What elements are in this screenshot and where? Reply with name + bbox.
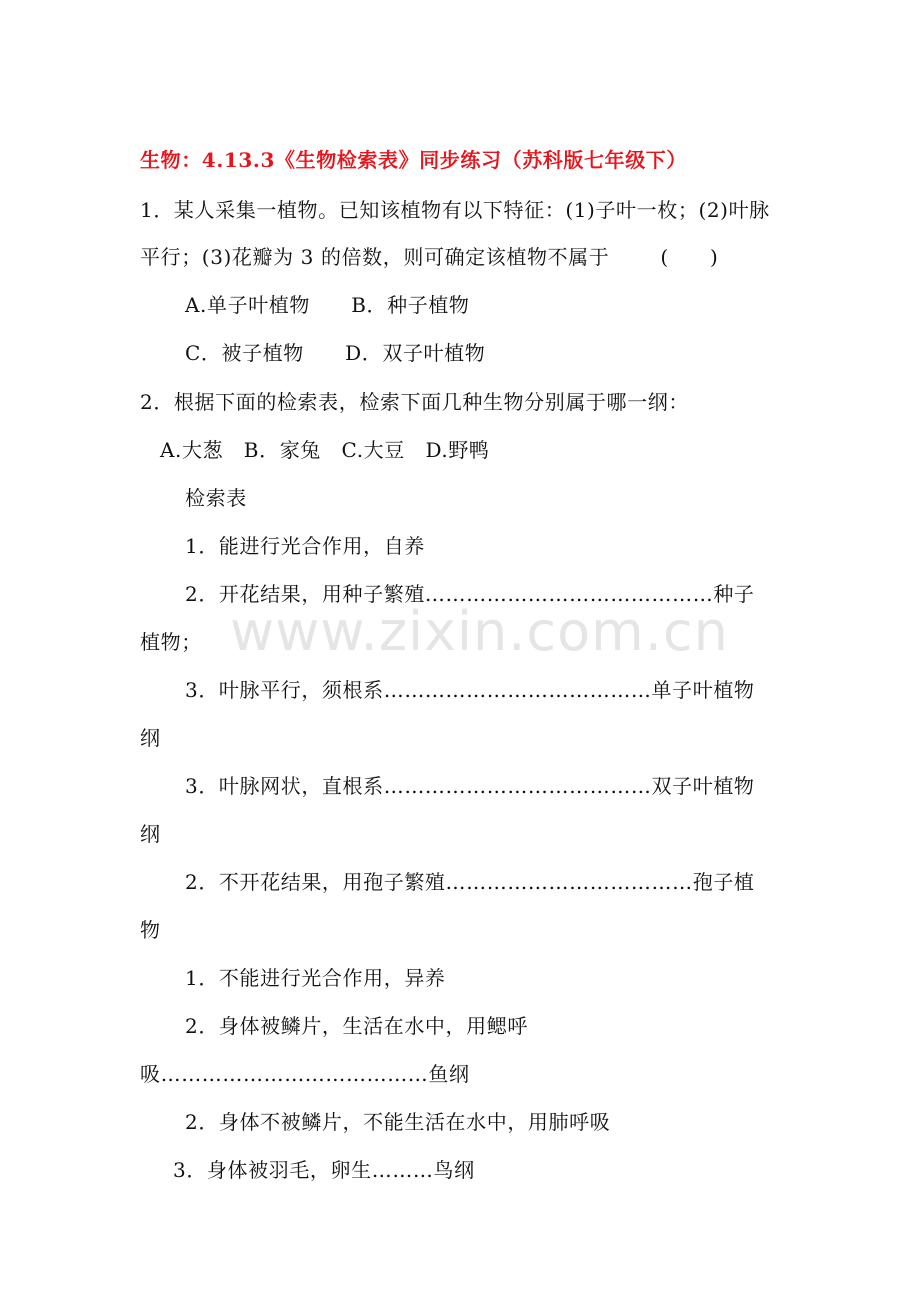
question-1-options-row-1: A.单子叶植物 B．种子植物 xyxy=(185,293,470,317)
key-line: 3．叶脉平行，须根系…………………………………单子叶植物 xyxy=(185,678,755,702)
key-line: 3．身体被羽毛，卵生………鸟纲 xyxy=(173,1158,475,1182)
key-line: 1．不能进行光合作用，异养 xyxy=(185,966,446,990)
key-line-continuation: 纲 xyxy=(140,822,161,846)
question-1-line-2 xyxy=(140,245,718,269)
key-line: 2．身体不被鳞片，不能生活在水中，用肺呼吸 xyxy=(185,1110,611,1134)
question-1-options-row-2: C．被子植物 D．双子叶植物 xyxy=(185,341,486,365)
key-line-continuation: 纲 xyxy=(140,726,161,750)
key-line-continuation: 物 xyxy=(140,918,161,942)
question-2-line-1: 2．根据下面的检索表，检索下面几种生物分别属于哪一纲： xyxy=(140,390,689,414)
key-title: 检索表 xyxy=(185,486,247,510)
answer-blank: ( ) xyxy=(660,245,719,269)
key-line-continuation: 植物； xyxy=(140,630,202,654)
question-2-options: A.大葱 B．家兔 C.大豆 D.野鸭 xyxy=(160,438,490,462)
key-line: 3．叶脉网状，直根系…………………………………双子叶植物 xyxy=(185,774,755,798)
key-line: 2．开花结果，用种子繁殖……………………………………种子 xyxy=(185,582,755,606)
key-line: 2．不开花结果，用孢子繁殖………………………………孢子植 xyxy=(185,870,755,894)
key-line: 2．身体被鳞片，生活在水中，用鳃呼 xyxy=(185,1014,528,1038)
key-line: 1．能进行光合作用，自养 xyxy=(185,534,425,558)
question-1-line-2-text: 平行；(3)花瓣为 3 的倍数，则可确定该植物不属于 xyxy=(140,245,610,269)
question-1-line-1: 1．某人采集一植物。已知该植物有以下特征：(1)子叶一枚；(2)叶脉 xyxy=(140,198,770,222)
watermark: www.zixin.com.cn xyxy=(230,600,729,663)
page-title: 生物：4.13.3《生物检索表》同步练习（苏科版七年级下） xyxy=(140,148,687,172)
key-line-continuation: 吸…………………………………鱼纲 xyxy=(140,1062,470,1086)
